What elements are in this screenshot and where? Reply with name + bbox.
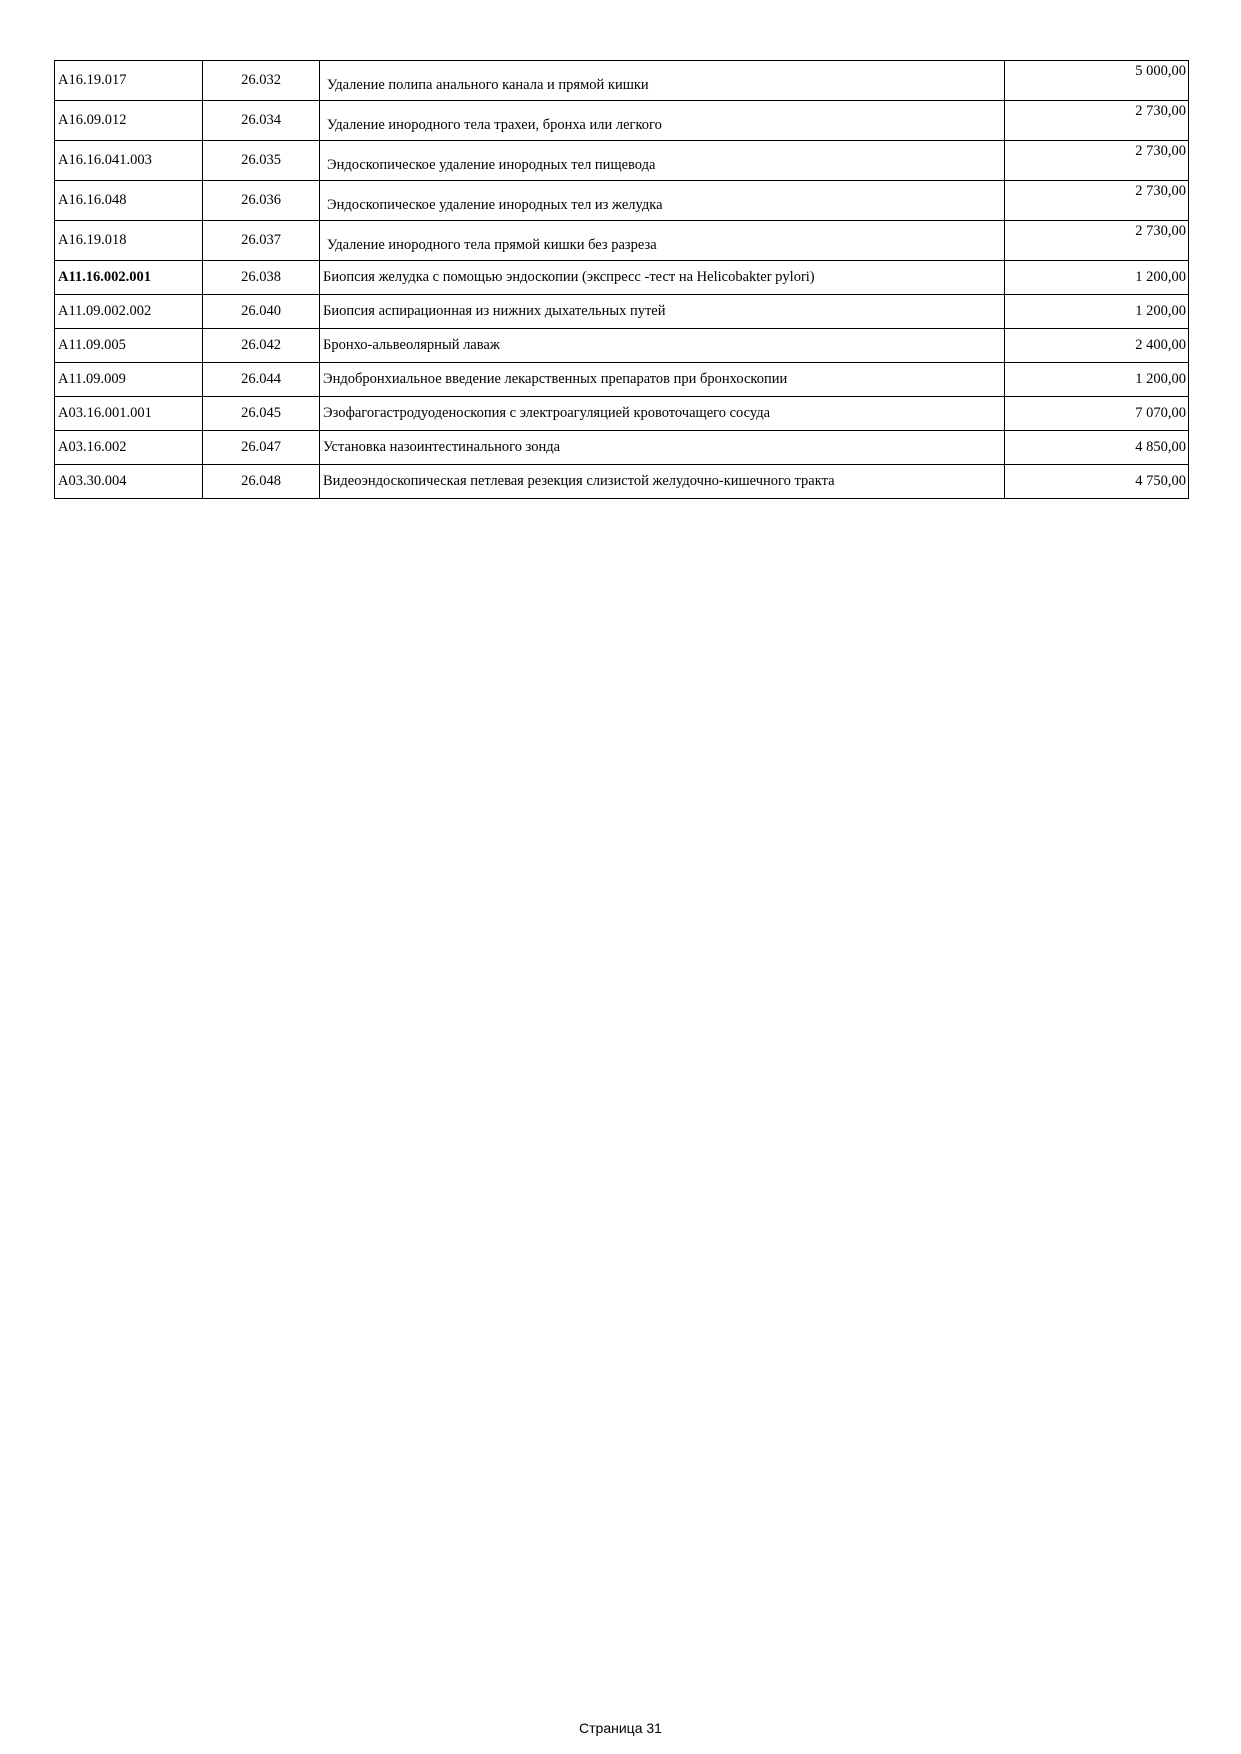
service-code: A11.09.009 [55,363,203,397]
service-price: 2 730,00 [1005,101,1189,141]
table-row [55,363,1189,397]
table-row [55,465,1189,499]
service-number: 26.034 [203,101,320,141]
service-price: 2 730,00 [1005,181,1189,221]
service-name: Установка назоинтестинального зонда [320,431,1005,465]
table-row [55,261,1189,295]
service-number: 26.035 [203,141,320,181]
table-row [55,181,1189,221]
service-code: A16.16.041.003 [55,141,203,181]
table-row [55,61,1189,101]
table-row [55,329,1189,363]
service-name: Биопсия аспирационная из нижних дыхательных путей [320,295,1005,329]
service-name: Удаление инородного тела трахеи, бронха или легкого [320,101,1005,141]
service-name: Удаление полипа анального канала и прямой кишки [320,61,1005,101]
service-code: A03.30.004 [55,465,203,499]
page-number-footer: Страница 31 [579,1720,662,1736]
service-name: Эндоскопическое удаление инородных тел пищевода [320,141,1005,181]
service-name: Бронхо-альвеолярный лаваж [320,329,1005,363]
service-number: 26.038 [203,261,320,295]
service-code: A03.16.001.001 [55,397,203,431]
service-name: Видеоэндоскопическая петлевая резекция слизистой желудочно-кишечного тракта [320,465,1005,499]
service-code: A16.16.048 [55,181,203,221]
service-name: Удаление инородного тела прямой кишки без разреза [320,221,1005,261]
service-code: A16.19.018 [55,221,203,261]
service-price: 7 070,00 [1005,397,1189,431]
service-code: A16.19.017 [55,61,203,101]
service-number: 26.044 [203,363,320,397]
service-number: 26.036 [203,181,320,221]
service-number: 26.045 [203,397,320,431]
table-row [55,141,1189,181]
service-name: Эзофагогастродуоденоскопия с электроагуляцией кровоточащего сосуда [320,397,1005,431]
table-row [55,101,1189,141]
service-price: 2 730,00 [1005,141,1189,181]
price-table [54,60,1189,499]
service-code: A03.16.002 [55,431,203,465]
service-number: 26.047 [203,431,320,465]
service-price: 1 200,00 [1005,261,1189,295]
service-name: Эндобронхиальное введение лекарственных препаратов при бронхоскопии [320,363,1005,397]
service-price: 2 730,00 [1005,221,1189,261]
service-number: 26.040 [203,295,320,329]
service-code: A11.09.005 [55,329,203,363]
service-price: 5 000,00 [1005,61,1189,101]
table-row [55,431,1189,465]
service-code: A11.09.002.002 [55,295,203,329]
service-number: 26.048 [203,465,320,499]
service-price: 4 850,00 [1005,431,1189,465]
service-number: 26.037 [203,221,320,261]
table-row [55,221,1189,261]
price-table-body [55,61,1189,499]
service-price: 1 200,00 [1005,363,1189,397]
service-name: Эндоскопическое удаление инородных тел из желудка [320,181,1005,221]
service-price: 2 400,00 [1005,329,1189,363]
table-row [55,295,1189,329]
service-code: A16.09.012 [55,101,203,141]
service-name: Биопсия желудка с помощью эндоскопии (экспресс -тест на Helicobakter pylori) [320,261,1005,295]
service-price: 4 750,00 [1005,465,1189,499]
service-number: 26.042 [203,329,320,363]
service-price: 1 200,00 [1005,295,1189,329]
table-row [55,397,1189,431]
service-number: 26.032 [203,61,320,101]
service-code: A11.16.002.001 [55,261,203,295]
